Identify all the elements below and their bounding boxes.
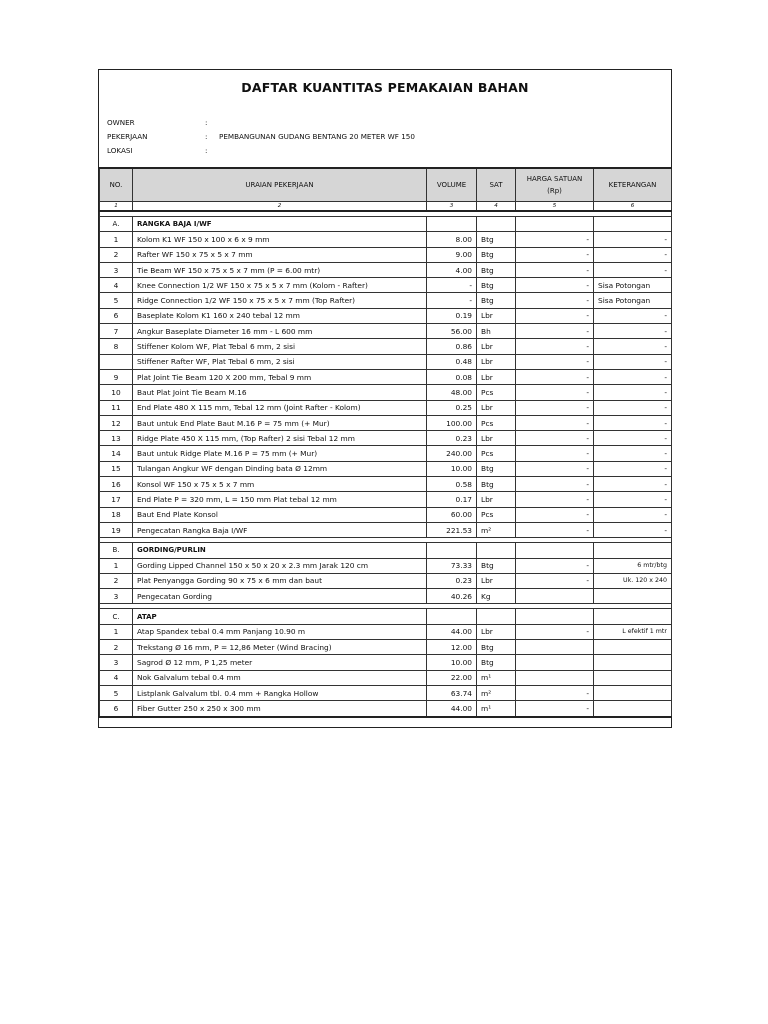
item-unit-price: - [516,369,594,384]
item-no: 19 [100,522,133,537]
document-page [98,69,672,728]
item-description: Baut untuk End Plate Baut M.16 P = 75 mm (+ Mur) [133,415,427,430]
item-description: Knee Connection 1/2 WF 150 x 75 x 5 x 7 mm (Kolom - Rafter) [133,278,427,293]
item-note: - [594,308,672,323]
item-unit-price: - [516,701,594,717]
empty-cell [427,217,477,232]
item-volume: 100.00 [427,415,477,430]
item-description: Baut End Plate Konsol [133,507,427,522]
item-note [594,655,672,670]
item-volume: 44.00 [427,624,477,639]
item-unit: Bh [477,324,516,339]
table-row [100,640,672,655]
item-note: - [594,431,672,446]
item-unit-price: - [516,573,594,588]
item-unit: Btg [477,278,516,293]
empty-cell [594,543,672,558]
item-description: Pengecatan Gording [133,589,427,604]
header-no: NO. [100,168,133,202]
document-title: DAFTAR KUANTITAS PEMAKAIAN BAHAN [241,80,529,95]
item-no: 11 [100,400,133,415]
item-unit-price: - [516,492,594,507]
item-volume: 48.00 [427,385,477,400]
table-row [100,262,672,277]
table-row [100,446,672,461]
item-no: 2 [100,573,133,588]
item-unit: Lbr [477,431,516,446]
meta-owner [107,116,415,130]
header-harga: HARGA SATUAN (Rp) [516,168,594,202]
item-no: 2 [100,640,133,655]
table-row [100,624,672,639]
col-number: 5 [516,202,594,212]
table-row [100,655,672,670]
item-note: - [594,232,672,247]
item-volume: 0.23 [427,573,477,588]
item-unit: Pcs [477,415,516,430]
item-description: Nok Galvalum tebal 0.4 mm [133,670,427,685]
item-volume: 240.00 [427,446,477,461]
item-no: 4 [100,278,133,293]
item-note: - [594,262,672,277]
col-number: 2 [133,202,427,212]
item-note: - [594,385,672,400]
item-unit: m¹ [477,701,516,717]
item-description: Stiffener Rafter WF, Plat Tebal 6 mm, 2 sisi [133,354,427,369]
item-description: Rafter WF 150 x 75 x 5 x 7 mm [133,247,427,262]
item-no: 5 [100,293,133,308]
item-note: Uk. 120 x 240 [594,573,672,588]
item-unit: Lbr [477,492,516,507]
item-unit-price [516,589,594,604]
item-volume: 0.86 [427,339,477,354]
table-row [100,589,672,604]
header-uraian: URAIAN PEKERJAAN [133,168,427,202]
col-number: 3 [427,202,477,212]
item-unit-price: - [516,685,594,700]
item-no: 16 [100,477,133,492]
item-no: 6 [100,308,133,323]
item-unit: m¹ [477,670,516,685]
item-note: - [594,477,672,492]
section-row [100,217,672,232]
empty-cell [477,543,516,558]
column-number-row [100,202,672,212]
item-volume: 12.00 [427,640,477,655]
item-no: 3 [100,262,133,277]
item-description: Tie Beam WF 150 x 75 x 5 x 7 mm (P = 6.00 mtr) [133,262,427,277]
item-note: Sisa Potongan [594,278,672,293]
item-description: Trekstang Ø 16 mm, P = 12,86 Meter (Wind Bracing) [133,640,427,655]
item-note: - [594,415,672,430]
item-unit-price: - [516,262,594,277]
table-row [100,670,672,685]
section-code: C. [100,609,133,624]
item-unit: Btg [477,247,516,262]
header-ket: KETERANGAN [594,168,672,202]
header-sat: SAT [477,168,516,202]
item-unit-price: - [516,339,594,354]
item-no: 12 [100,415,133,430]
empty-cell [594,609,672,624]
item-volume: 0.23 [427,431,477,446]
item-volume: 0.08 [427,369,477,384]
table-row [100,431,672,446]
item-note [594,685,672,700]
item-no: 1 [100,558,133,573]
item-unit: Pcs [477,385,516,400]
item-description: Pengecatan Rangka Baja I/WF [133,522,427,537]
empty-cell [427,543,477,558]
table-row [100,415,672,430]
item-unit: Lbr [477,624,516,639]
item-volume: 0.25 [427,400,477,415]
item-note: - [594,492,672,507]
item-description: Atap Spandex tebal 0.4 mm Panjang 10.90 m [133,624,427,639]
item-note: - [594,400,672,415]
item-no: 18 [100,507,133,522]
item-volume: 73.33 [427,558,477,573]
item-no: 15 [100,461,133,476]
item-volume: 8.00 [427,232,477,247]
item-note [594,589,672,604]
item-unit-price: - [516,385,594,400]
project-meta [107,116,415,158]
col-number: 6 [594,202,672,212]
item-volume: 56.00 [427,324,477,339]
table-row [100,558,672,573]
item-unit: Lbr [477,354,516,369]
item-unit-price: - [516,293,594,308]
item-no: 7 [100,324,133,339]
item-volume: 63.74 [427,685,477,700]
item-unit: Kg [477,589,516,604]
item-no: 10 [100,385,133,400]
item-volume: - [427,293,477,308]
empty-cell [516,217,594,232]
item-description: Baut untuk Ridge Plate M.16 P = 75 mm (+ Mur) [133,446,427,461]
item-unit-price: - [516,415,594,430]
item-description: Plat Penyangga Gording 90 x 75 x 6 mm dan baut [133,573,427,588]
table-row [100,385,672,400]
item-unit: Lbr [477,369,516,384]
item-unit-price: - [516,278,594,293]
empty-cell [516,543,594,558]
item-description: Baseplate Kolom K1 160 x 240 tebal 12 mm [133,308,427,323]
meta-label: OWNER [107,118,135,127]
meta-value: PEMBANGUNAN GUDANG BENTANG 20 METER WF 150 [219,132,415,141]
item-unit-price: - [516,507,594,522]
table-row [100,354,672,369]
table-row [100,492,672,507]
item-description: Fiber Gutter 250 x 250 x 300 mm [133,701,427,717]
item-note: - [594,446,672,461]
item-volume: 4.00 [427,262,477,277]
item-unit: Btg [477,232,516,247]
item-unit-price: - [516,324,594,339]
item-unit-price: - [516,446,594,461]
item-volume: 0.58 [427,477,477,492]
item-unit: Pcs [477,507,516,522]
item-description: Baut Plat Joint Tie Beam M.16 [133,385,427,400]
item-volume: 10.00 [427,655,477,670]
table-row [100,369,672,384]
item-unit: Lbr [477,573,516,588]
meta-label: LOKASI [107,146,133,155]
item-unit-price: - [516,558,594,573]
item-description: Plat Joint Tie Beam 120 X 200 mm, Tebal 9 mm [133,369,427,384]
item-no [100,354,133,369]
item-no: 4 [100,670,133,685]
item-unit: Lbr [477,400,516,415]
item-description: Ridge Plate 450 X 115 mm, (Top Rafter) 2 sisi Tebal 12 mm [133,431,427,446]
item-unit: Btg [477,640,516,655]
meta-colon: : [205,118,208,127]
item-volume: 221.53 [427,522,477,537]
item-note: - [594,522,672,537]
item-unit-price: - [516,624,594,639]
item-description: Kolom K1 WF 150 x 100 x 6 x 9 mm [133,232,427,247]
item-unit: Btg [477,558,516,573]
item-no: 1 [100,232,133,247]
col-number: 4 [477,202,516,212]
item-unit-price: - [516,431,594,446]
item-description: Tulangan Angkur WF dengan Dinding bata Ø 12mm [133,461,427,476]
item-volume: 0.19 [427,308,477,323]
item-volume: 10.00 [427,461,477,476]
empty-cell [427,609,477,624]
quantity-table [99,167,672,718]
item-no: 6 [100,701,133,717]
table-row [100,685,672,700]
header-volume: VOLUME [427,168,477,202]
item-no: 8 [100,339,133,354]
table-row [100,293,672,308]
item-unit-price: - [516,247,594,262]
item-note: - [594,324,672,339]
item-unit: Btg [477,262,516,277]
item-note [594,640,672,655]
item-no: 2 [100,247,133,262]
item-unit: Btg [477,477,516,492]
col-number: 1 [100,202,133,212]
item-description: Ridge Connection 1/2 WF 150 x 75 x 5 x 7 mm (Top Rafter) [133,293,427,308]
meta-label: PEKERJAAN [107,132,148,141]
item-description: Konsol WF 150 x 75 x 5 x 7 mm [133,477,427,492]
item-volume: 44.00 [427,701,477,717]
item-unit: m² [477,522,516,537]
item-volume: 22.00 [427,670,477,685]
table-row [100,324,672,339]
item-no: 1 [100,624,133,639]
item-unit-price [516,670,594,685]
item-volume: 0.48 [427,354,477,369]
item-note: 6 mtr/btg [594,558,672,573]
item-note: - [594,369,672,384]
item-unit-price: - [516,477,594,492]
table-row [100,278,672,293]
item-note: - [594,507,672,522]
item-unit: Btg [477,461,516,476]
item-unit-price: - [516,354,594,369]
item-no: 14 [100,446,133,461]
item-no: 9 [100,369,133,384]
item-description: Listplank Galvalum tbl. 0.4 mm + Rangka Hollow [133,685,427,700]
table-body [100,202,672,717]
item-unit: Btg [477,655,516,670]
item-no: 3 [100,655,133,670]
item-note: Sisa Potongan [594,293,672,308]
item-description: End Plate P = 320 mm, L = 150 mm Plat tebal 12 mm [133,492,427,507]
meta-lokasi [107,144,415,158]
empty-cell [516,609,594,624]
section-row [100,609,672,624]
item-note: - [594,461,672,476]
item-unit-price: - [516,461,594,476]
item-no: 3 [100,589,133,604]
item-description: Angkur Baseplate Diameter 16 mm - L 600 mm [133,324,427,339]
section-title: ATAP [133,609,427,624]
item-unit-price: - [516,232,594,247]
empty-cell [477,609,516,624]
table-row [100,339,672,354]
item-volume: 0.17 [427,492,477,507]
meta-colon: : [205,132,208,141]
table-row [100,477,672,492]
section-row [100,543,672,558]
item-no: 13 [100,431,133,446]
table-row [100,232,672,247]
item-unit: Lbr [477,308,516,323]
item-unit: Lbr [477,339,516,354]
meta-pekerjaan [107,130,415,144]
table-header-row [100,168,672,202]
item-unit: Btg [477,293,516,308]
table-row [100,573,672,588]
section-code: A. [100,217,133,232]
item-note: - [594,354,672,369]
item-unit: m² [477,685,516,700]
item-volume: 60.00 [427,507,477,522]
table-row [100,701,672,717]
item-description: End Plate 480 X 115 mm, Tebal 12 mm (Joint Rafter - Kolom) [133,400,427,415]
item-note [594,670,672,685]
item-volume: 40.26 [427,589,477,604]
table-row [100,247,672,262]
item-volume: - [427,278,477,293]
item-no: 17 [100,492,133,507]
item-note: - [594,339,672,354]
item-note: - [594,247,672,262]
item-volume: 9.00 [427,247,477,262]
empty-cell [477,217,516,232]
section-title: GORDING/PURLIN [133,543,427,558]
section-code: B. [100,543,133,558]
table-row [100,461,672,476]
item-note: L efektif 1 mtr [594,624,672,639]
item-unit: Pcs [477,446,516,461]
section-title: RANGKA BAJA I/WF [133,217,427,232]
empty-cell [594,217,672,232]
table-row [100,507,672,522]
item-unit-price: - [516,400,594,415]
item-description: Sagrod Ø 12 mm, P 1,25 meter [133,655,427,670]
item-description: Stiffener Kolom WF, Plat Tebal 6 mm, 2 sisi [133,339,427,354]
table-row [100,400,672,415]
item-no: 5 [100,685,133,700]
table-row [100,522,672,537]
meta-colon: : [205,146,208,155]
item-unit-price: - [516,308,594,323]
item-unit-price [516,640,594,655]
item-unit-price: - [516,522,594,537]
item-unit-price [516,655,594,670]
table-row [100,308,672,323]
item-description: Gording Lipped Channel 150 x 50 x 20 x 2.3 mm Jarak 120 cm [133,558,427,573]
item-note [594,701,672,717]
